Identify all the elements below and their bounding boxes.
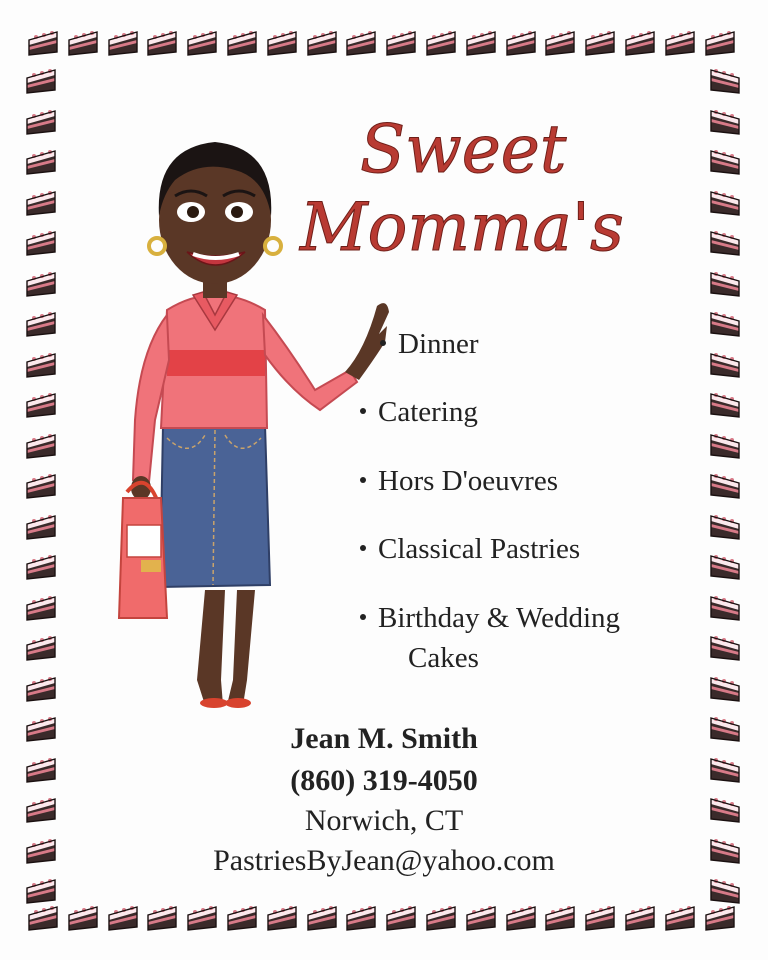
service-label: Catering: [378, 396, 478, 428]
cake-slice-icon: [424, 28, 458, 58]
cake-slice-icon: [708, 593, 742, 623]
cake-slice-icon: [305, 903, 339, 933]
cake-slice-icon: [24, 66, 58, 96]
cake-slice-icon: [24, 107, 58, 137]
cake-slice-icon: [225, 28, 259, 58]
cake-slice-icon: [708, 66, 742, 96]
cake-slice-icon: [703, 28, 737, 58]
cake-slice-icon: [66, 28, 100, 58]
cake-slice-icon: [225, 903, 259, 933]
cake-slice-icon: [305, 28, 339, 58]
cake-slice-icon: [265, 28, 299, 58]
cake-slice-icon: [543, 903, 577, 933]
cake-slice-icon: [24, 471, 58, 501]
cake-slice-icon: [24, 876, 58, 906]
cake-slice-icon: [504, 28, 538, 58]
cake-slice-icon: [384, 903, 418, 933]
cake-slice-icon: [464, 28, 498, 58]
cake-slice-icon: [708, 147, 742, 177]
cake-slice-icon: [708, 309, 742, 339]
service-item: [380, 328, 479, 361]
cake-slice-icon: [145, 28, 179, 58]
service-label: Birthday & Wedding: [378, 602, 620, 634]
cake-slice-icon: [384, 28, 418, 58]
cake-slice-icon: [708, 350, 742, 380]
service-label-continuation: Cakes: [408, 642, 479, 674]
cake-slice-icon: [344, 28, 378, 58]
contact-name: Jean M. Smith: [290, 722, 478, 755]
bullet-icon: [380, 340, 386, 346]
bullet-icon: [360, 614, 366, 620]
cake-slice-icon: [24, 309, 58, 339]
cake-slice-icon: [703, 903, 737, 933]
cake-slice-icon: [185, 28, 219, 58]
title-line-1: Sweet: [360, 111, 567, 188]
cake-slice-icon: [24, 593, 58, 623]
cake-slice-icon: [344, 903, 378, 933]
cake-slice-icon: [24, 269, 58, 299]
bullet-icon: [360, 408, 366, 414]
cake-slice-icon: [583, 28, 617, 58]
bullet-icon: [360, 545, 366, 551]
cake-slice-icon: [265, 903, 299, 933]
cake-slice-icon: [708, 471, 742, 501]
cake-slice-icon: [24, 147, 58, 177]
cake-slice-icon: [708, 674, 742, 704]
cake-slice-icon: [185, 903, 219, 933]
cake-slice-icon: [464, 903, 498, 933]
service-item: [360, 533, 580, 566]
contact-email: PastriesByJean@yahoo.com: [213, 844, 555, 877]
cake-slice-icon: [663, 903, 697, 933]
service-label: Classical Pastries: [378, 533, 581, 565]
service-item: [360, 602, 620, 635]
cake-slice-icon: [708, 633, 742, 663]
cake-slice-icon: [424, 903, 458, 933]
title-line-2: Momma's: [300, 189, 624, 266]
cake-slice-icon: [24, 552, 58, 582]
service-item: [360, 396, 478, 429]
cake-slice-icon: [24, 674, 58, 704]
cake-slice-icon: [708, 552, 742, 582]
cake-slice-icon: [623, 28, 657, 58]
cake-slice-icon: [106, 28, 140, 58]
cake-slice-icon: [24, 390, 58, 420]
cake-slice-icon: [623, 903, 657, 933]
cake-slice-icon: [663, 28, 697, 58]
cake-slice-icon: [583, 903, 617, 933]
cake-slice-icon: [26, 28, 60, 58]
cake-slice-icon: [145, 903, 179, 933]
bullet-icon: [360, 477, 366, 483]
contact-phone: (860) 319-4050: [290, 764, 478, 797]
cake-slice-icon: [24, 512, 58, 542]
cake-slice-icon: [24, 633, 58, 663]
service-item: [360, 465, 558, 498]
cake-slice-icon: [24, 228, 58, 258]
cake-slice-icon: [708, 188, 742, 218]
service-label: Hors D'oeuvres: [378, 465, 558, 497]
cake-slice-icon: [24, 350, 58, 380]
cake-slice-icon: [708, 107, 742, 137]
cake-slice-icon: [708, 228, 742, 258]
cake-slice-icon: [24, 431, 58, 461]
cake-slice-icon: [708, 876, 742, 906]
cake-slice-icon: [106, 903, 140, 933]
service-label: Dinner: [398, 328, 479, 360]
cake-slice-icon: [24, 188, 58, 218]
cake-slice-icon: [708, 431, 742, 461]
cake-slice-icon: [504, 903, 538, 933]
contact-city: Norwich, CT: [304, 804, 464, 837]
cake-slice-icon: [708, 512, 742, 542]
cake-slice-icon: [543, 28, 577, 58]
cake-slice-icon: [26, 903, 60, 933]
cake-slice-icon: [708, 390, 742, 420]
cake-slice-icon: [708, 269, 742, 299]
cake-slice-icon: [66, 903, 100, 933]
